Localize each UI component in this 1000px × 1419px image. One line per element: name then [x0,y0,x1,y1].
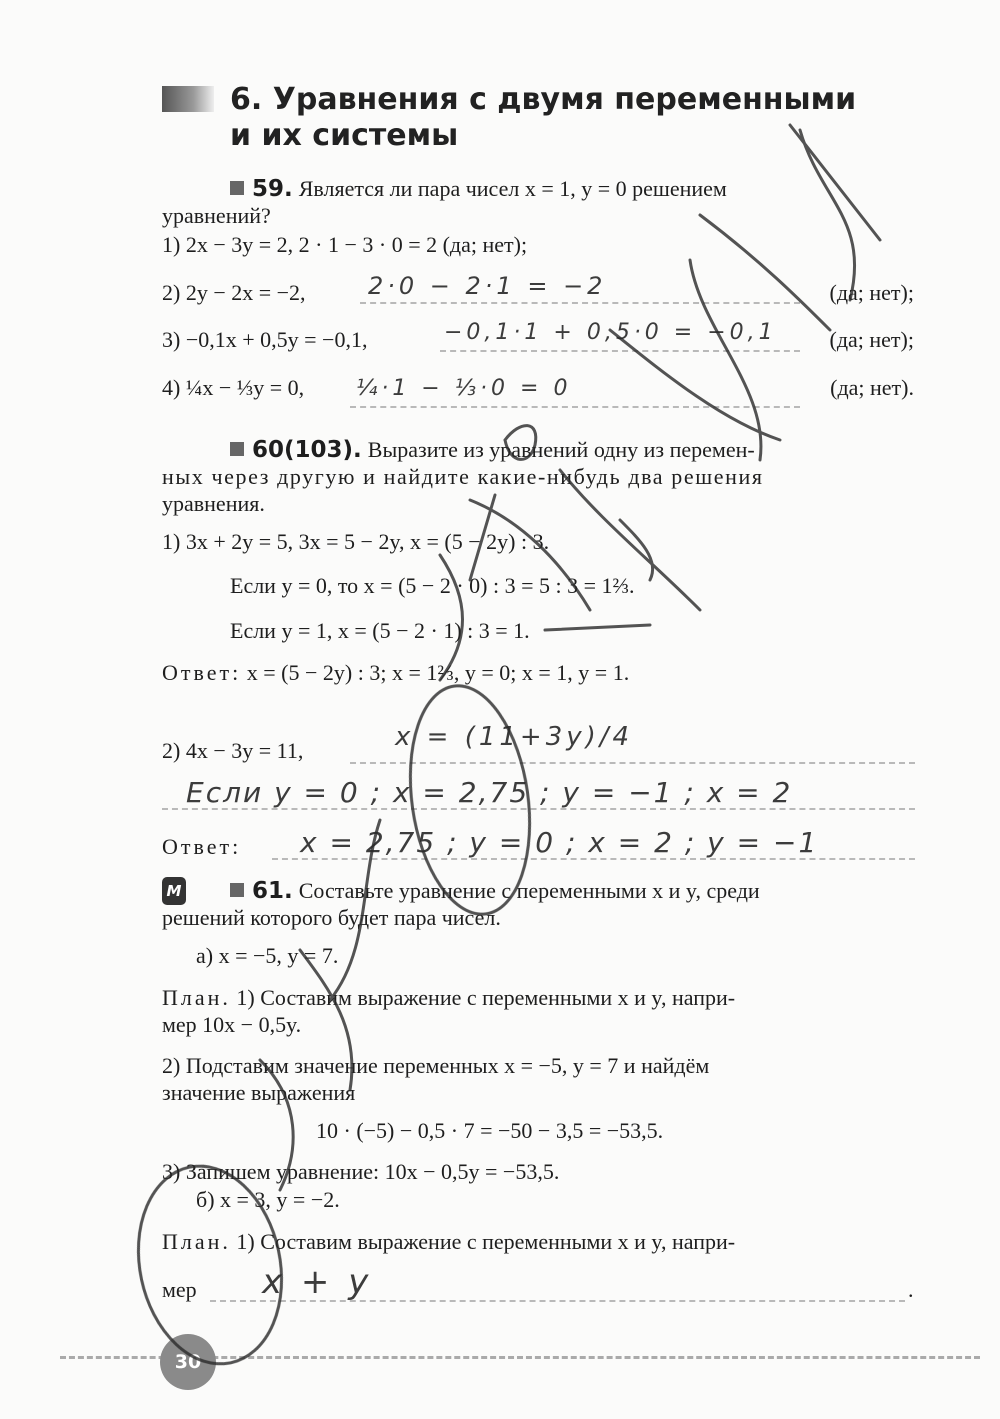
scribble-stroke [260,1060,293,1190]
ex60-step-4: 2) 4x − 3y = 11, [162,738,304,763]
ex60-answer-1: Ответ: x = (5 − 2y) : 3; x = 1⅔, y = 0; x = 1, y = 1. [162,660,630,685]
ex60-step-2: Если y = 0, то x = (5 − 2 · 0) : 3 = 5 : 3 = 1⅔. [230,573,635,598]
ex59-prompt: 59. Является ли пара чисел x = 1, y = 0 решением [230,176,727,202]
ex61-part-b: б) x = 3, y = −2. [196,1187,340,1212]
handwritten-answer: 2·0 − 2·1 = −2 [368,272,607,300]
ex59-item-4-choice: (да; нет). [830,375,914,400]
ex59-prompt-cont: уравнений? [162,203,271,228]
scribble-stroke [800,130,855,300]
ex61-prompt: 61. Составьте уравнение с переменными x и y, среди [230,878,760,904]
scribble-stroke [505,426,536,460]
handwritten-answer: x = 2,75 ; y = 0 ; x = 2 ; y = −1 [300,826,819,859]
ex61-plan-3: 3) Запишем уравнение: 10x − 0,5y = −53,5. [162,1159,560,1184]
scribble-stroke [690,260,761,460]
handwritten-answer: ¼·1 − ⅓·0 = 0 [356,376,572,401]
handwritten-answer: x + y [262,1262,373,1302]
ex61-end-dot: . [908,1277,914,1302]
scribble-stroke [470,495,495,580]
ex60-step-3: Если y = 1, x = (5 − 2 · 1) : 3 = 1. [230,618,530,643]
ex60-answer-2: Ответ: [162,834,242,859]
ex60-prompt-cont: ных через другую и найдите какие-нибудь два решения [162,464,764,489]
ex59-item-4: 4) ¼x − ⅓y = 0, [162,375,305,400]
ex61-calculation: 10 · (−5) − 0,5 · 7 = −50 − 3,5 = −53,5. [316,1118,664,1143]
ex61-prompt-cont: решений которого будет пара чисел. [162,905,501,930]
ex61-plan-1: План. 1) Составим выражение с переменными x и y, напри- [162,985,736,1010]
page-number: 30 [160,1334,216,1390]
scribble-stroke [610,330,780,440]
ex61-plan-2b: значение выражения [162,1080,356,1105]
scribble-stroke [121,1153,300,1378]
ex61-plan-2: 2) Подставим значение переменных x = −5, y = 7 и найдём [162,1053,710,1078]
handwritten-answer: x = (11+3y)/4 [395,722,634,752]
scribble-stroke [545,625,650,630]
ex59-item-3-choice: (да; нет); [829,327,914,352]
ex59-item-2: 2) 2y − 2x = −2, [162,280,306,305]
ex59-item-3: 3) −0,1x + 0,5y = −0,1, [162,327,368,352]
ex61-plan-b-1: План. 1) Составим выражение с переменными x и y, напри- [162,1229,736,1254]
ex60-prompt-end: уравнения. [162,491,265,516]
ex60-prompt: 60(103). Выразите из уравнений одну из перемен- [230,437,755,463]
ex61-plan-b-1b: мер [162,1277,197,1302]
handwritten-answer: Если y = 0 ; x = 2,75 ; y = −1 ; x = 2 [186,776,793,809]
m-marker-badge: М [162,877,186,905]
scribble-stroke [700,215,830,330]
scribble-stroke [440,555,463,680]
section-title: 6. Уравнения с двумя переменными и их системы [230,82,857,153]
ex60-step-1: 1) 3x + 2y = 5, 3x = 5 − 2y, x = (5 − 2y) : 3. [162,529,550,554]
ex61-plan-1b: мер 10x − 0,5y. [162,1012,302,1037]
scribble-stroke [560,470,700,610]
scribble-stroke [397,678,544,922]
handwritten-answer: −0,1·1 + 0,5·0 = −0,1 [444,320,777,345]
ex61-part-a: а) x = −5, y = 7. [196,943,339,968]
scribble-stroke [300,950,352,1090]
scribble-stroke [330,820,380,1000]
ex59-item-2-choice: (да; нет); [829,280,914,305]
ex59-item-1: 1) 2x − 3y = 2, 2 · 1 − 3 · 0 = 2 (да; нет); [162,232,528,257]
